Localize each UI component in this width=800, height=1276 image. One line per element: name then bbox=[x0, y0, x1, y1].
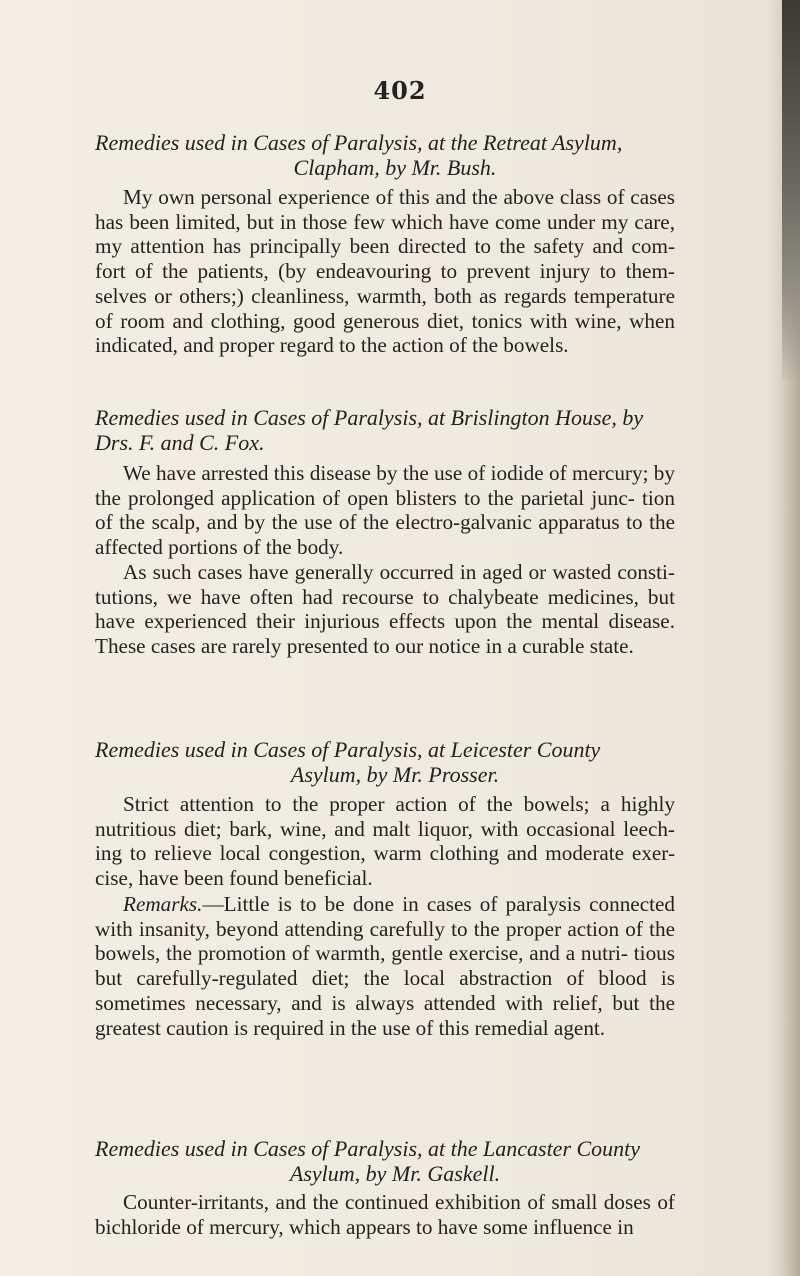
heading-line: Asylum, by Mr. Gaskell. bbox=[289, 1161, 501, 1186]
heading-line: Remedies used in Cases of Paralysis, at Brislington House, by bbox=[95, 405, 644, 430]
heading-line: Clapham, by Mr. Bush. bbox=[293, 155, 497, 180]
section-heading-leicester-county-asylum bbox=[95, 737, 695, 787]
heading-line: Remedies used in Cases of Paralysis, at the Lancaster County bbox=[95, 1136, 641, 1161]
paragraph: My own personal experience of this and the above class of cases has been limited, but in those few which have come under my care, my attention has principally been directed to the safety and com- fort of the patients, (by endeavouring to prevent injury to them- selves or others;) cleanliness, warmth, both as regards temperature of room and clothing, good generous diet, tonics with wine, when indicated, and proper regard to the action of the bowels. bbox=[95, 185, 675, 358]
paragraph: As such cases have generally occurred in aged or wasted consti- tutions, we have often had recourse to chalybeate medicines, but have experienced their injurious effects upon the mental disease. These cases are rarely presented to our notice in a curable state. bbox=[95, 560, 675, 659]
remarks-text: —Little is to be done in cases of paralysis connected with insanity, beyond attending carefully to the proper action of the bowels, the promotion of warmth, gentle exercise, and a nutri- tious but carefully-regulated diet; the local abstraction of blood is sometimes necessary, and is always attended with relief, but the greatest caution is required in the use of this remedial agent. bbox=[95, 892, 675, 1040]
binding-edge bbox=[782, 0, 800, 380]
heading-line: Remedies used in Cases of Paralysis, at Leicester County bbox=[95, 737, 601, 762]
section-heading-brislington-house bbox=[95, 405, 695, 455]
heading-line: Drs. F. and C. Fox. bbox=[95, 430, 265, 455]
paragraph: Strict attention to the proper action of the bowels; a highly nutritious diet; bark, wine, and malt liquor, with occasional leech- ing to relieve local congestion, warm clothing and moderate exer- cise, have been found beneficial. bbox=[95, 792, 675, 891]
paragraph: Counter-irritants, and the continued exhibition of small doses of bichloride of mercury, which appears to have some influence in bbox=[95, 1190, 675, 1239]
heading-line: Asylum, by Mr. Prosser. bbox=[290, 762, 500, 787]
remarks-label: Remarks. bbox=[123, 892, 203, 916]
section-heading-lancaster-county-asylum bbox=[95, 1136, 695, 1186]
section-heading-retreat-asylum bbox=[95, 130, 695, 180]
paragraph: We have arrested this disease by the use of iodide of mercury; by the prolonged application of open blisters to the parietal junc- tion of the scalp, and by the use of the electro-galvanic apparatus to the affected portions of the body. bbox=[95, 461, 675, 560]
remarks-paragraph bbox=[95, 892, 675, 1040]
heading-line: Remedies used in Cases of Paralysis, at the Retreat Asylum, bbox=[95, 130, 623, 155]
page-number: 402 bbox=[373, 76, 427, 105]
